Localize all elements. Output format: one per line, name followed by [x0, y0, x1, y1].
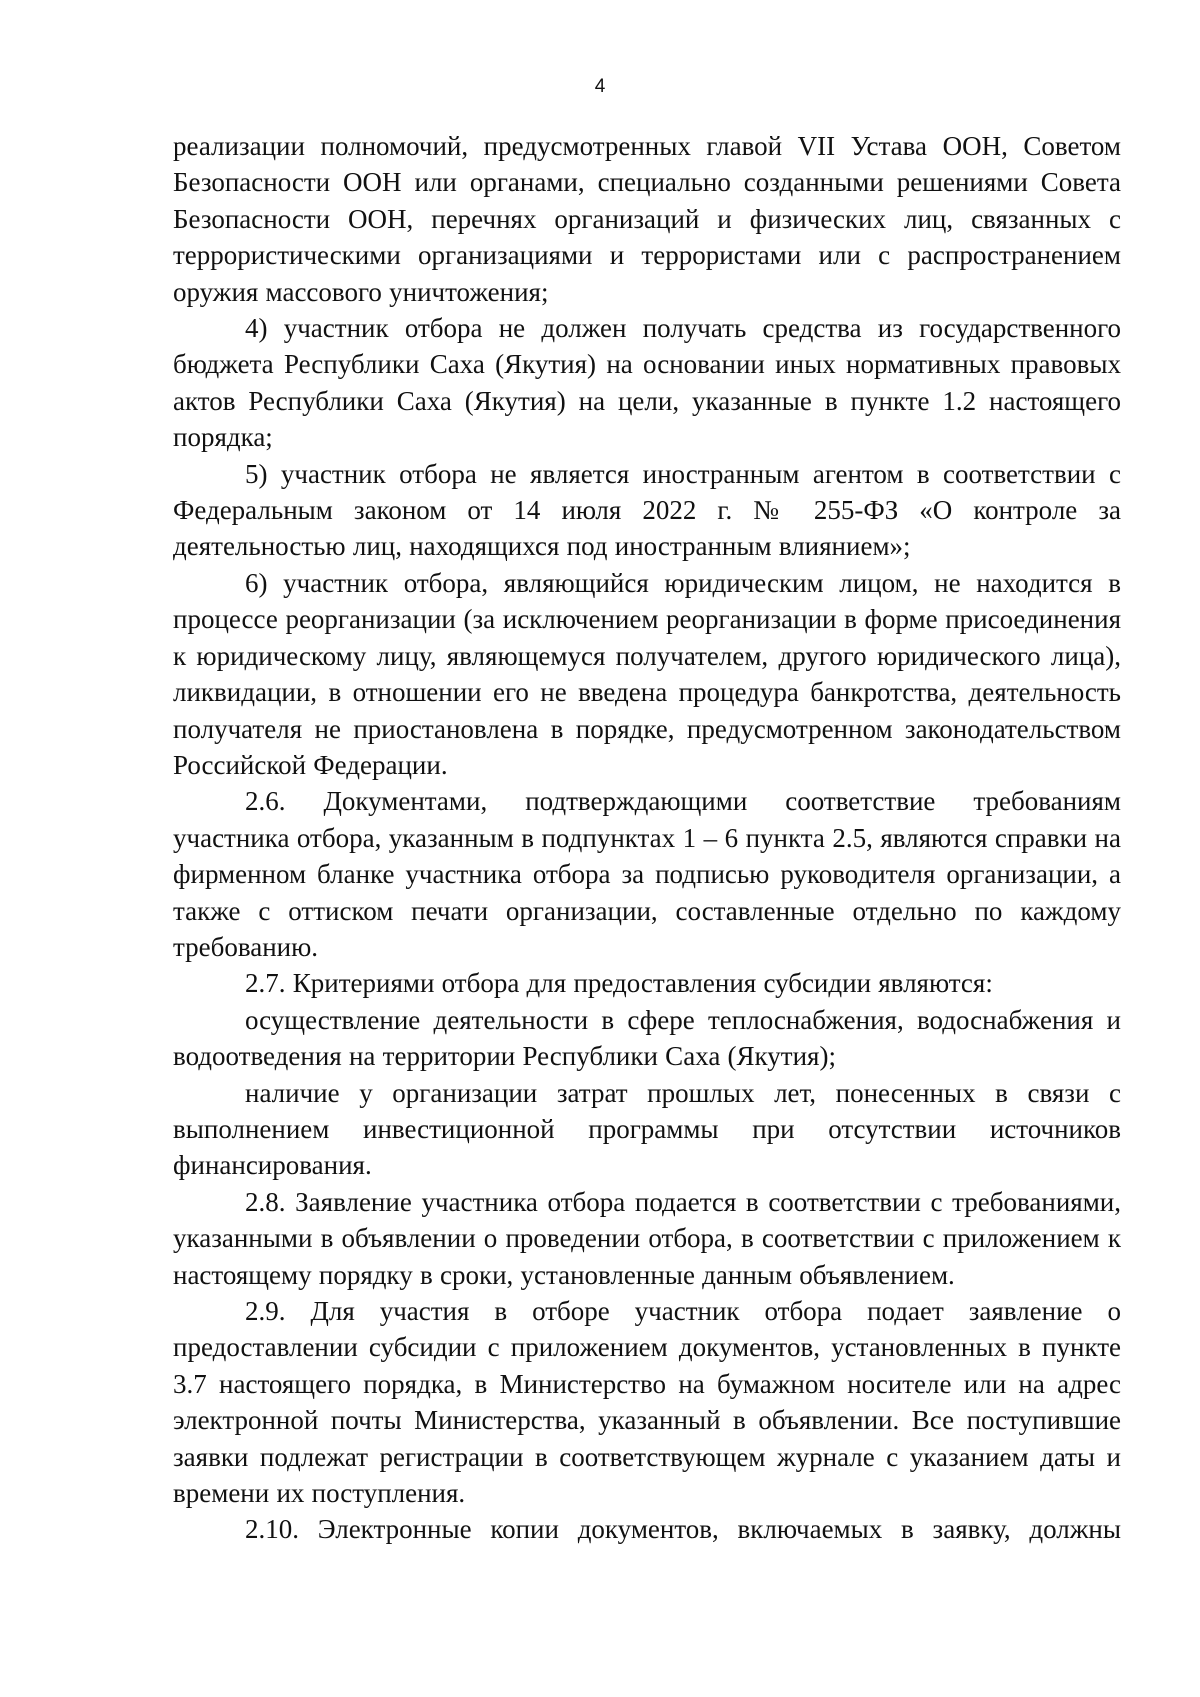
- paragraph-2-8: 2.8. Заявление участника отбора подается в соответствии с требованиями, указанными в объявлении о проведении отбора, в соответствии с приложением к настоящему порядку в сроки, установленные данным объявлением.: [173, 1186, 1121, 1290]
- paragraph-criterion-2: наличие у организации затрат прошлых лет, понесенных в связи с выполнением инвестиционной программы при отсутствии источников финансирования.: [173, 1077, 1121, 1181]
- paragraph-sanctions-lists: реализации полномочий, предусмотренных главой VII Устава ООН, Советом Безопасности ООН или органами, специально созданными решениями Совета Безопасности ООН, перечнях организаций и физических лиц, связанных с террористическими организациями и террористами или с распространением оружия массового уничтожения;: [173, 131, 1121, 307]
- page-number: 4: [594, 76, 606, 97]
- paragraph-2-7: 2.7. Критериями отбора для предоставления субсидии являются:: [245, 968, 993, 999]
- paragraph-item-5: 5) участник отбора не является иностранным агентом в соответствии с Федеральным законом от 14 июля 2022 г. № 255-ФЗ «О контроле за деятельностью лиц, находящихся под иностранным влиянием»;: [173, 458, 1121, 562]
- paragraph-criterion-1: осуществление деятельности в сфере теплоснабжения, водоснабжения и водоотведения на территории Республики Саха (Якутия);: [173, 1004, 1121, 1072]
- document-body: [173, 128, 1121, 1548]
- paragraph-item-4: 4) участник отбора не должен получать средства из государственного бюджета Республики Саха (Якутия) на основании иных нормативных правовых актов Республики Саха (Якутия) на цели, указанные в пункте 1.2 настоящего порядка;: [173, 313, 1121, 453]
- paragraph-item-6: 6) участник отбора, являющийся юридическим лицом, не находится в процессе реорганизации (за исключением реорганизации в форме присоединения к юридическому лицу, являющемуся получателем, другого юридического лица), ликвидации, в отношении его не введена процедура банкротства, деятельность получателя не приостановлена в порядке, предусмотренном законодательством Российской Федерации.: [173, 567, 1121, 780]
- paragraph-2-9: 2.9. Для участия в отборе участник отбора подает заявление о предоставлении субсидии с приложением документов, установленных в пункте 3.7 настоящего порядка, в Министерство на бумажном носителе или на адрес электронной почты Министерства, указанный в объявлении. Все поступившие заявки подлежат регистрации в соответствующем журнале с указанием даты и времени их поступления.: [173, 1296, 1121, 1509]
- paragraph-2-10: 2.10. Электронные копии документов, включаемых в заявку, должны: [245, 1514, 1121, 1545]
- paragraph-2-6: 2.6. Документами, подтверждающими соответствие требованиям участника отбора, указанным в подпунктах 1 – 6 пункта 2.5, являются справки на фирменном бланке участника отбора за подписью руководителя организации, а также с оттиском печати организации, составленные отдельно по каждому требованию.: [173, 786, 1121, 962]
